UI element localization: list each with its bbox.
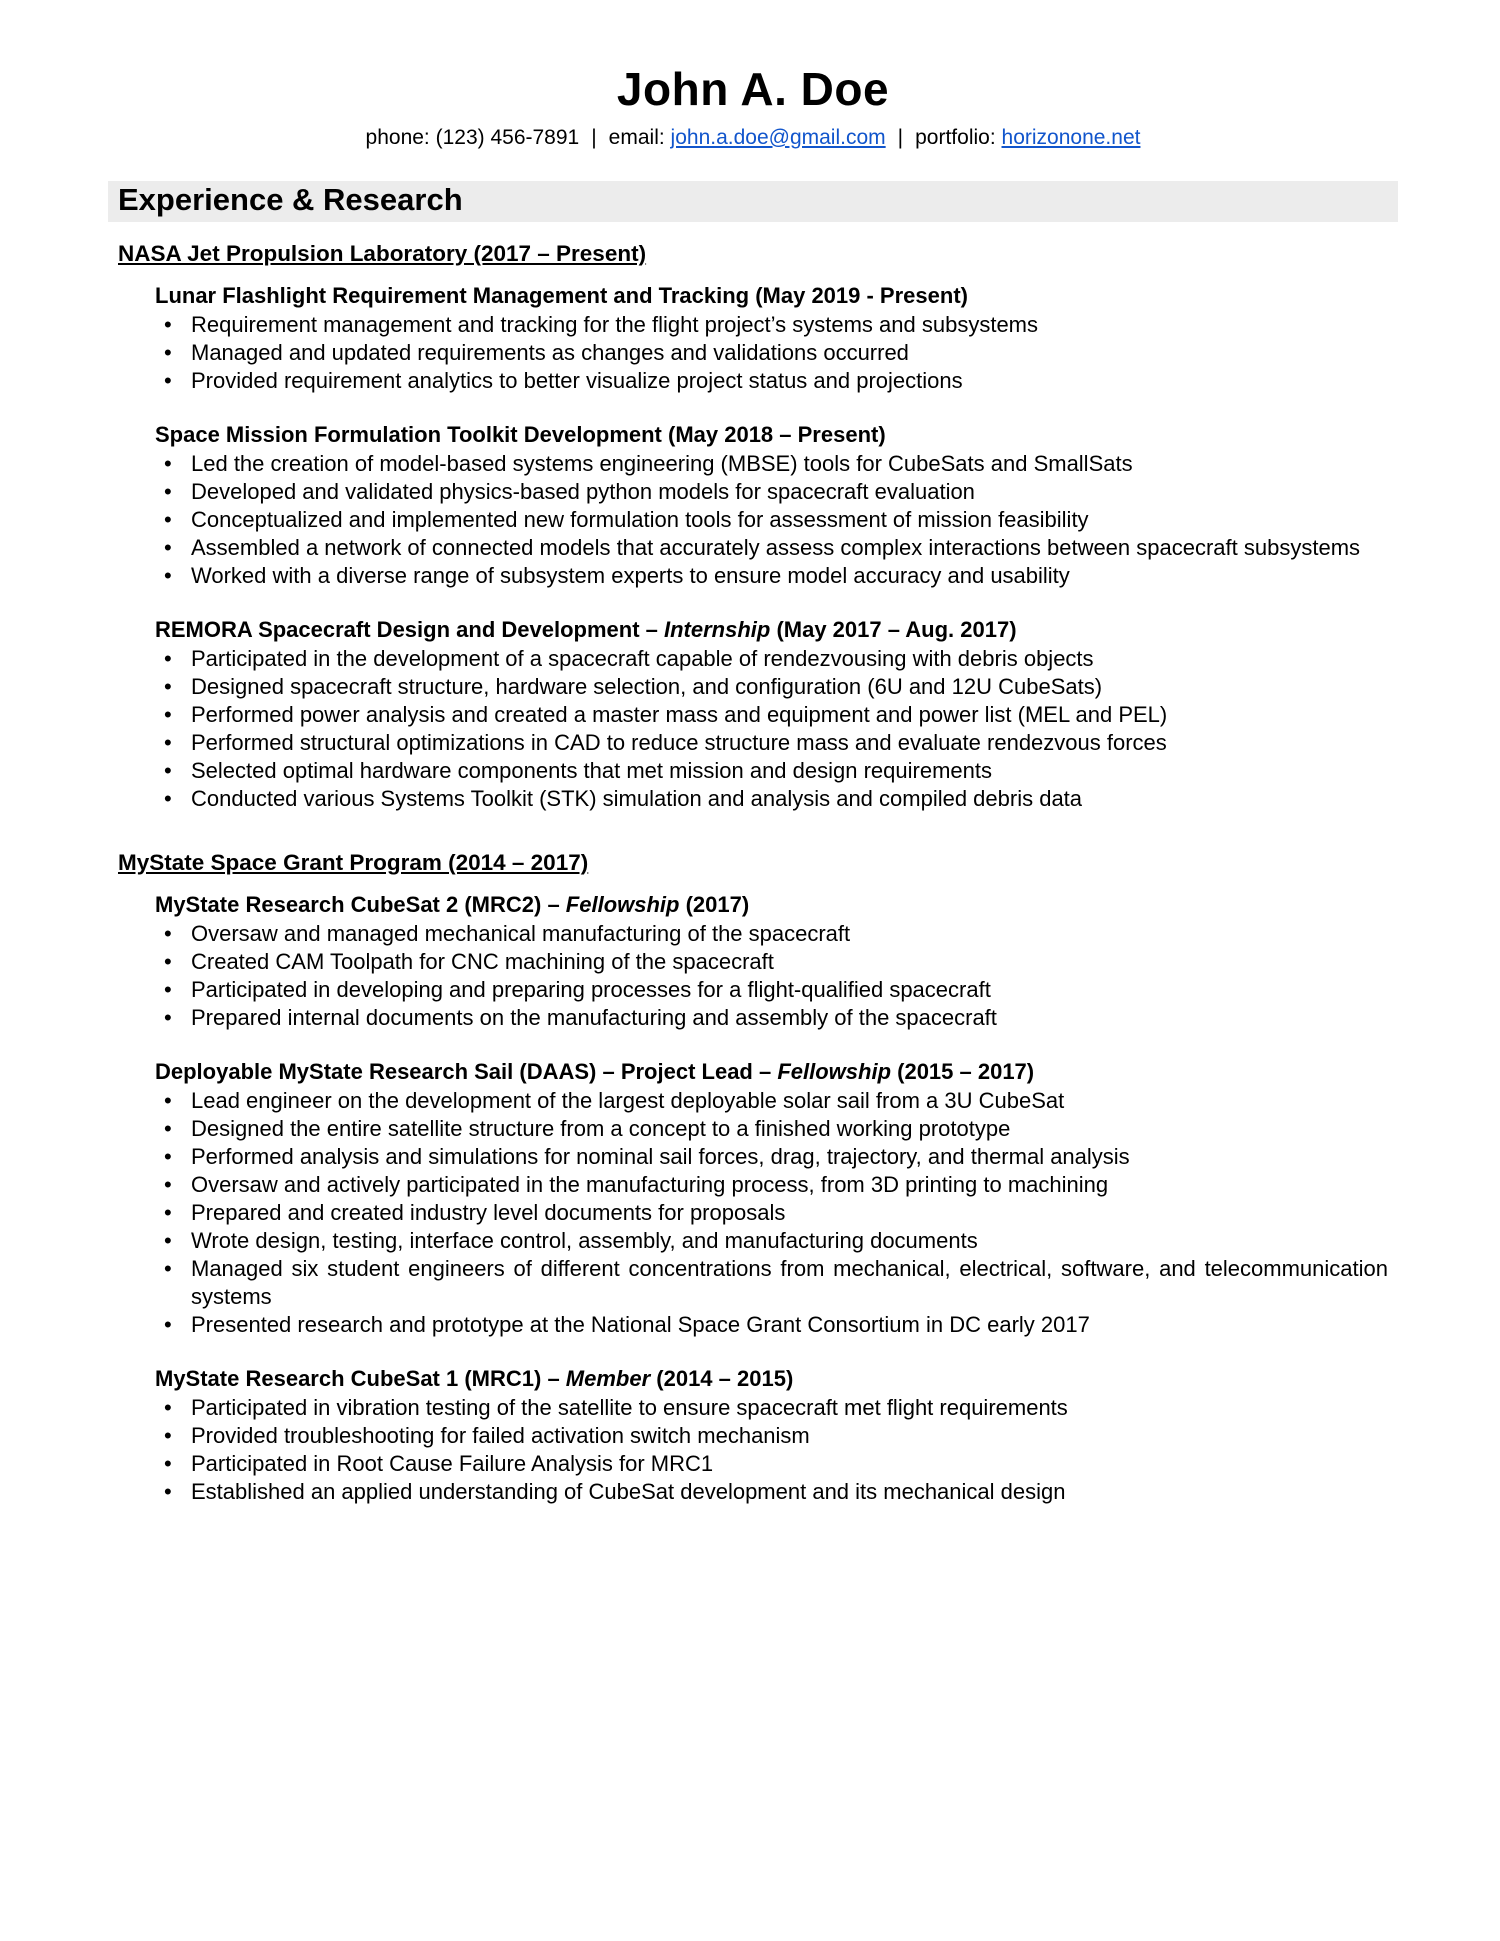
experience-content <box>118 240 1388 1506</box>
bullet-text: Worked with a diverse range of subsystem experts to ensure model accuracy and usability <box>191 562 1070 588</box>
bullet-icon: • <box>164 729 172 755</box>
bullet-icon: • <box>164 1394 172 1420</box>
bullet-item <box>155 1171 1388 1199</box>
organization-section <box>118 240 1388 813</box>
bullet-text: Participated in developing and preparing processes for a flight-qualified spacecraft <box>191 976 991 1002</box>
separator-pipe: | <box>591 125 597 149</box>
bullet-text: Prepared internal documents on the manufacturing and assembly of the spacecraft <box>191 1004 997 1030</box>
bullet-icon: • <box>164 948 172 974</box>
position-title <box>155 891 1388 919</box>
position-title-text: (May 2017 – Aug. 2017) <box>770 616 1017 642</box>
bullet-text: Participated in vibration testing of the satellite to ensure spacecraft met flight requirements <box>191 1394 1068 1420</box>
bullet-text: Performed analysis and simulations for nominal sail forces, drag, trajectory, and thermal analysis <box>191 1143 1130 1169</box>
bullet-item <box>155 785 1388 813</box>
position-title <box>155 1058 1388 1086</box>
separator-pipe: | <box>897 125 904 149</box>
position-title-text: REMORA Spacecraft Design and Development – <box>155 616 664 642</box>
bullet-item <box>155 1394 1388 1422</box>
bullet-item <box>155 450 1388 478</box>
organization-section <box>118 849 1388 1506</box>
bullet-text: Performed structural optimizations in CAD to reduce structure mass and evaluate rendezvous forces <box>191 729 1167 755</box>
bullet-icon: • <box>164 1255 172 1281</box>
bullet-item <box>155 562 1388 590</box>
bullet-icon: • <box>164 1199 172 1225</box>
bullet-item <box>155 367 1388 395</box>
bullet-item <box>155 1143 1388 1171</box>
position-title <box>155 1365 1388 1393</box>
position-block <box>155 282 1388 395</box>
organization-heading: MyState Space Grant Program (2014 – 2017) <box>118 849 589 875</box>
bullet-icon: • <box>164 1004 172 1030</box>
position-block <box>155 616 1388 813</box>
position-title-text: MyState Research CubeSat 2 (MRC2) – <box>155 891 566 917</box>
bullet-icon: • <box>164 1171 172 1197</box>
bullet-icon: • <box>164 1478 172 1504</box>
email-label: email: <box>608 125 665 149</box>
bullet-icon: • <box>164 367 172 393</box>
bullet-icon: • <box>164 506 172 532</box>
position-block <box>155 1058 1388 1339</box>
position-title-text: Space Mission Formulation Toolkit Development (May 2018 – Present) <box>155 421 886 447</box>
bullet-item <box>155 673 1388 701</box>
position-title <box>155 616 1388 644</box>
bullet-text: Developed and validated physics-based python models for spacecraft evaluation <box>191 478 975 504</box>
bullet-text: Designed spacecraft structure, hardware selection, and configuration (6U and 12U CubeSats) <box>191 673 1103 699</box>
bullet-list <box>155 645 1388 813</box>
bullet-icon: • <box>164 1311 172 1337</box>
position-title-text: MyState Research CubeSat 1 (MRC1) – <box>155 1365 566 1391</box>
bullet-item <box>155 1311 1388 1339</box>
bullet-text: Lead engineer on the development of the largest deployable solar sail from a 3U CubeSat <box>191 1087 1065 1113</box>
bullet-icon: • <box>164 450 172 476</box>
bullet-list <box>155 1087 1388 1339</box>
bullet-text: Presented research and prototype at the National Space Grant Consortium in DC early 2017 <box>191 1311 1090 1337</box>
bullet-item <box>155 1115 1388 1143</box>
position-title-text: Lunar Flashlight Requirement Management and Tracking (May 2019 - Present) <box>155 282 968 308</box>
bullet-item <box>155 478 1388 506</box>
bullet-item <box>155 1227 1388 1255</box>
position-title <box>155 282 1388 310</box>
bullet-item <box>155 757 1388 785</box>
bullet-icon: • <box>164 976 172 1002</box>
bullet-item <box>155 311 1388 339</box>
bullet-item <box>155 701 1388 729</box>
bullet-item <box>155 506 1388 534</box>
bullet-text: Assembled a network of connected models that accurately assess complex interactions between spacecraft subsystems <box>191 534 1361 560</box>
bullet-icon: • <box>164 1422 172 1448</box>
bullet-icon: • <box>164 1450 172 1476</box>
bullet-text: Wrote design, testing, interface control, assembly, and manufacturing documents <box>191 1227 978 1253</box>
bullet-item <box>155 1087 1388 1115</box>
position-title-role: Fellowship <box>565 891 680 917</box>
resume-header <box>118 64 1388 151</box>
bullet-text: Participated in the development of a spacecraft capable of rendezvousing with debris objects <box>191 645 1094 671</box>
bullet-icon: • <box>164 534 172 560</box>
position-title-text: (2017) <box>679 891 750 917</box>
bullet-icon: • <box>164 673 172 699</box>
position-title-role: Fellowship <box>777 1058 892 1084</box>
bullet-text: Conducted various Systems Toolkit (STK) simulation and analysis and compiled debris data <box>191 785 1083 811</box>
bullet-icon: • <box>164 785 172 811</box>
contact-line <box>118 125 1388 151</box>
position-title-text: (2015 – 2017) <box>891 1058 1035 1084</box>
bullet-item <box>155 534 1388 562</box>
position-title-role: Member <box>565 1365 651 1391</box>
position-title-text: (2014 – 2015) <box>650 1365 794 1391</box>
bullet-icon: • <box>164 1115 172 1141</box>
bullet-text: Selected optimal hardware components that met mission and design requirements <box>191 757 992 783</box>
bullet-icon: • <box>164 1087 172 1113</box>
bullet-text: Performed power analysis and created a master mass and equipment and power list (MEL and PEL) <box>191 701 1168 727</box>
position-title-text: Deployable MyState Research Sail (DAAS) – Project Lead – <box>155 1058 778 1084</box>
organization-heading: NASA Jet Propulsion Laboratory (2017 – Present) <box>118 240 647 266</box>
bullet-text: Oversaw and managed mechanical manufacturing of the spacecraft <box>191 920 851 946</box>
bullet-list <box>155 920 1388 1032</box>
bullet-text: Provided troubleshooting for failed activation switch mechanism <box>191 1422 810 1448</box>
bullet-icon: • <box>164 1143 172 1169</box>
bullet-text: Requirement management and tracking for the flight project’s systems and subsystems <box>191 311 1038 337</box>
bullet-item <box>155 339 1388 367</box>
bullet-text: Participated in Root Cause Failure Analysis for MRC1 <box>191 1450 714 1476</box>
bullet-list <box>155 311 1388 395</box>
candidate-name: John A. Doe <box>616 63 890 115</box>
bullet-text: Designed the entire satellite structure from a concept to a finished working prototype <box>191 1115 1011 1141</box>
bullet-icon: • <box>164 645 172 671</box>
bullet-item <box>155 645 1388 673</box>
position-block <box>155 421 1388 590</box>
bullet-icon: • <box>164 339 172 365</box>
bullet-item <box>155 1255 1388 1311</box>
bullet-item <box>155 1004 1388 1032</box>
bullet-text: Provided requirement analytics to better visualize project status and projections <box>191 367 963 393</box>
bullet-item <box>155 1199 1388 1227</box>
bullet-text: Led the creation of model-based systems engineering (MBSE) tools for CubeSats and SmallSats <box>191 450 1133 476</box>
position-title <box>155 421 1388 449</box>
bullet-item <box>155 948 1388 976</box>
bullet-icon: • <box>164 1227 172 1253</box>
bullet-item <box>155 976 1388 1004</box>
position-title-role: Internship <box>663 616 771 642</box>
email-link[interactable]: john.a.doe@gmail.com <box>670 125 886 149</box>
portfolio-link[interactable]: horizonone.net <box>1001 125 1141 149</box>
bullet-text: Prepared and created industry level documents for proposals <box>191 1199 786 1225</box>
portfolio-label: portfolio: <box>915 125 996 149</box>
bullet-item <box>155 1422 1388 1450</box>
bullet-item <box>155 1450 1388 1478</box>
bullet-text: Created CAM Toolpath for CNC machining of the spacecraft <box>191 948 774 974</box>
bullet-text: Conceptualized and implemented new formulation tools for assessment of mission feasibility <box>191 506 1089 532</box>
bullet-item <box>155 1478 1388 1506</box>
bullet-item <box>155 729 1388 757</box>
bullet-icon: • <box>164 311 172 337</box>
bullet-icon: • <box>164 701 172 727</box>
section-heading-experience-research: Experience & Research <box>108 181 1398 222</box>
bullet-item <box>155 920 1388 948</box>
bullet-text: Managed six student engineers of different concentrations from mechanical, electrical, software, and telecommunication systems <box>191 1255 1388 1309</box>
position-block <box>155 891 1388 1032</box>
bullet-icon: • <box>164 562 172 588</box>
bullet-text: Established an applied understanding of CubeSat development and its mechanical design <box>191 1478 1066 1504</box>
bullet-text: Oversaw and actively participated in the manufacturing process, from 3D printing to machining <box>191 1171 1109 1197</box>
bullet-icon: • <box>164 920 172 946</box>
bullet-icon: • <box>164 757 172 783</box>
position-block <box>155 1365 1388 1506</box>
bullet-icon: • <box>164 478 172 504</box>
bullet-text: Managed and updated requirements as changes and validations occurred <box>191 339 909 365</box>
bullet-list <box>155 1394 1388 1506</box>
phone-text: phone: (123) 456-7891 <box>365 125 580 149</box>
bullet-list <box>155 450 1388 590</box>
